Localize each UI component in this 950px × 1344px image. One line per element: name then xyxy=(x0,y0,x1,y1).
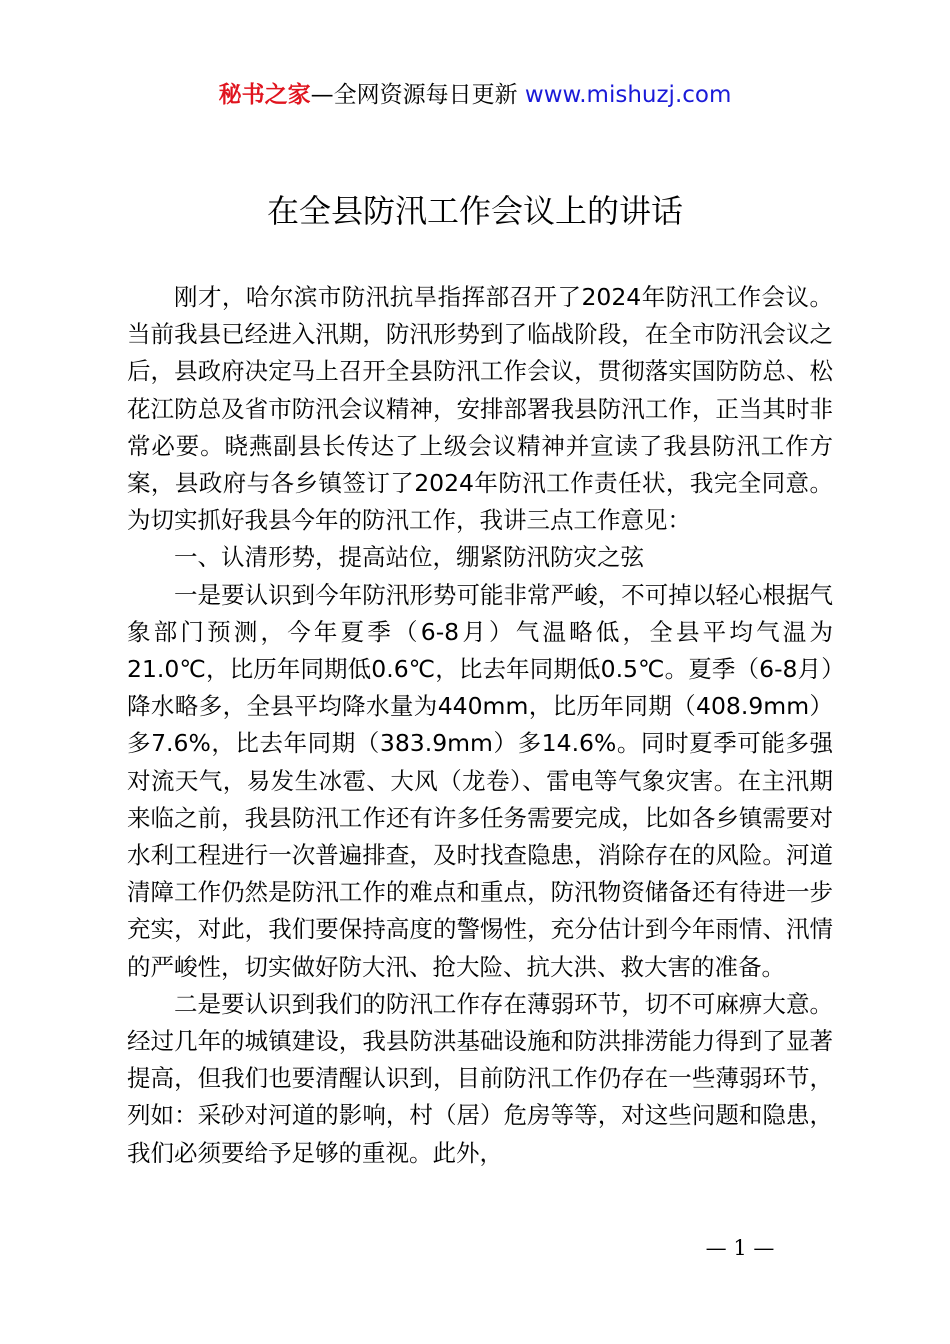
site-header xyxy=(0,78,950,112)
site-url-link[interactable]: www.mishuzj.com xyxy=(524,82,732,108)
page-number: — 1 — xyxy=(705,1236,775,1260)
body-paragraph: 二是要认识到我们的防汛工作存在薄弱环节，切不可麻痹大意。经过几年的城镇建设，我县防洪基础设施和防洪排涝能力得到了显著提高，但我们也要清醒认识到，目前防汛工作仍存在一些薄弱环节，列如：采砂对河道的影响，村（居）危房等等，对这些问题和隐患，我们必须要给予足够的重视。此外， xyxy=(127,989,833,1167)
section-heading: 一、认清形势，提高站位，绷紧防汛防灾之弦 xyxy=(174,543,644,572)
body-paragraph: 刚才，哈尔滨市防汛抗旱指挥部召开了2024年防汛工作会议。当前我县已经进入汛期，防汛形势到了临战阶段，在全市防汛会议之后，县政府决定马上召开全县防汛工作会议，贯彻落实国防防总、松花江防总及省市防汛会议精神，安排部署我县防汛工作，正当其时非常必要。晓燕副县长传达了上级会议精神并宣读了我县防汛工作方案，县政府与各乡镇签订了2024年防汛工作责任状，我完全同意。为切实抓好我县今年的防汛工作，我讲三点工作意见： xyxy=(127,283,833,535)
body-paragraph: 一是要认识到今年防汛形势可能非常严峻，不可掉以轻心根据气象部门预测，今年夏季（6-8月）气温略低，全县平均气温为21.0℃，比历年同期低0.6℃，比去年同期低0.5℃。夏季（6-8月）降水略多，全县平均降水量为440mm，比历年同期（408.9mm）多7.6%，比去年同期（383.9mm）多14.6%。同时夏季可能多强对流天气，易发生冰雹、大风（龙卷）、雷电等气象灾害。在主汛期来临之前，我县防汛工作还有许多任务需要完成，比如各乡镇需要对水利工程进行一次普遍排查，及时找查隐患，消除存在的风险。河道清障工作仍然是防汛工作的难点和重点，防汛物资储备还有待进一步充实，对此，我们要保持高度的警惕性，充分估计到今年雨情、汛情的严峻性，切实做好防大汛、抢大险、抗大洪、救大害的准备。 xyxy=(127,580,833,981)
document-title: 在全县防汛工作会议上的讲话 xyxy=(266,192,683,230)
site-brand-name: 秘书之家 xyxy=(218,82,311,108)
document-body xyxy=(127,279,833,1172)
site-tagline: —全网资源每日更新 xyxy=(310,82,525,108)
